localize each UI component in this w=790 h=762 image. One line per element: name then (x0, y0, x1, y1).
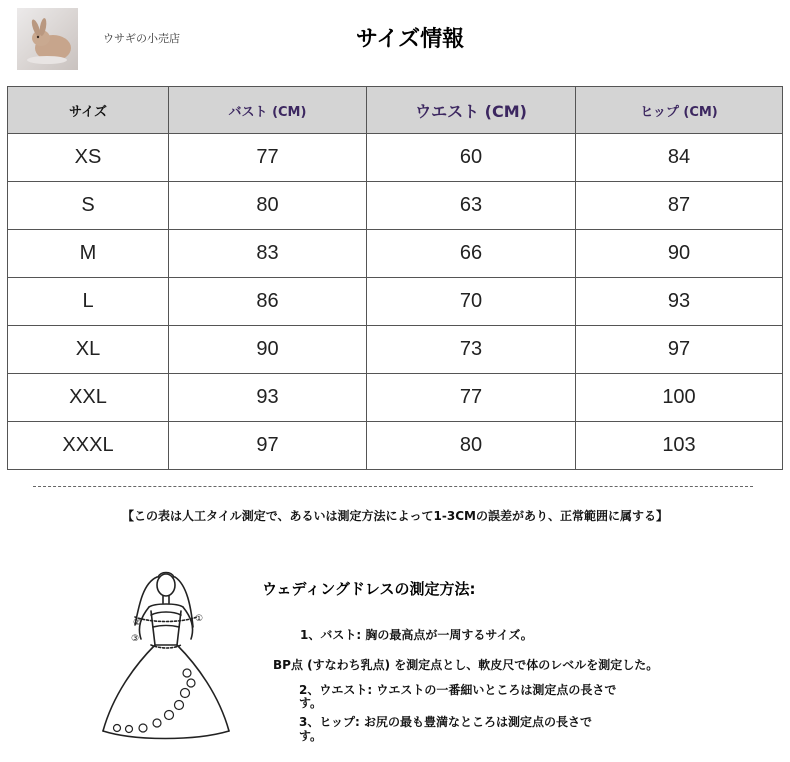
measure-hip-line: 3、ヒップ: お尻の最も豊満なところは測定点の長さで (299, 715, 592, 729)
cell-waist: 77 (367, 374, 576, 422)
table-row (8, 326, 783, 374)
cell-waist: 63 (367, 182, 576, 230)
cell-size: XL (8, 326, 169, 374)
table-row (8, 230, 783, 278)
measure-hip-line-cont: す。 (299, 729, 323, 743)
page-title: サイズ情報 (355, 27, 465, 52)
header-bust: バスト (CM) (169, 87, 367, 134)
rabbit-icon (17, 8, 78, 70)
marker-3: ③ (131, 634, 140, 644)
cell-hip: 90 (576, 230, 783, 278)
cell-hip: 97 (576, 326, 783, 374)
table-row (8, 134, 783, 182)
cell-hip: 93 (576, 278, 783, 326)
size-table (7, 86, 783, 470)
cell-hip: 103 (576, 422, 783, 470)
header-waist: ウエスト (CM) (367, 87, 576, 134)
cell-size: L (8, 278, 169, 326)
cell-hip: 84 (576, 134, 783, 182)
cell-size: M (8, 230, 169, 278)
wedding-dress-illustration (95, 565, 235, 750)
marker-2: ② (133, 618, 142, 628)
shop-logo (17, 8, 78, 70)
cell-waist: 66 (367, 230, 576, 278)
table-row (8, 374, 783, 422)
cell-waist: 73 (367, 326, 576, 374)
marker-1: ① (195, 614, 204, 624)
cell-size: XS (8, 134, 169, 182)
measure-bust-line: 1、バスト: 胸の最高点が一周するサイズ。 (300, 628, 533, 642)
dashed-divider (33, 486, 753, 487)
cell-size: S (8, 182, 169, 230)
measure-waist-line: 2、ウエスト: ウエストの一番細いところは測定点の長さで (299, 683, 617, 697)
cell-bust: 77 (169, 134, 367, 182)
cell-hip: 87 (576, 182, 783, 230)
measure-title: ウェディングドレスの測定方法: (262, 580, 476, 598)
table-header-row (8, 87, 783, 134)
cell-bust: 83 (169, 230, 367, 278)
header-size: サイズ (8, 87, 169, 134)
shop-name: ウサギの小売店 (103, 32, 180, 45)
header-hip: ヒップ (CM) (576, 87, 783, 134)
cell-bust: 86 (169, 278, 367, 326)
cell-bust: 93 (169, 374, 367, 422)
cell-bust: 80 (169, 182, 367, 230)
cell-bust: 97 (169, 422, 367, 470)
measure-waist-line-cont: す。 (299, 696, 323, 710)
cell-waist: 60 (367, 134, 576, 182)
cell-size: XXL (8, 374, 169, 422)
table-row (8, 422, 783, 470)
table-row (8, 182, 783, 230)
measure-bp-line: BP点 (すなわち乳点) を測定点とし、軟皮尺で体のレベルを測定した。 (273, 658, 659, 672)
cell-size: XXXL (8, 422, 169, 470)
cell-bust: 90 (169, 326, 367, 374)
table-row (8, 278, 783, 326)
cell-hip: 100 (576, 374, 783, 422)
cell-waist: 70 (367, 278, 576, 326)
measurement-note: 【この表は人工タイル測定で、あるいは測定方法によって1-3CMの誤差があり、正常範囲に属する】 (122, 509, 668, 523)
cell-waist: 80 (367, 422, 576, 470)
